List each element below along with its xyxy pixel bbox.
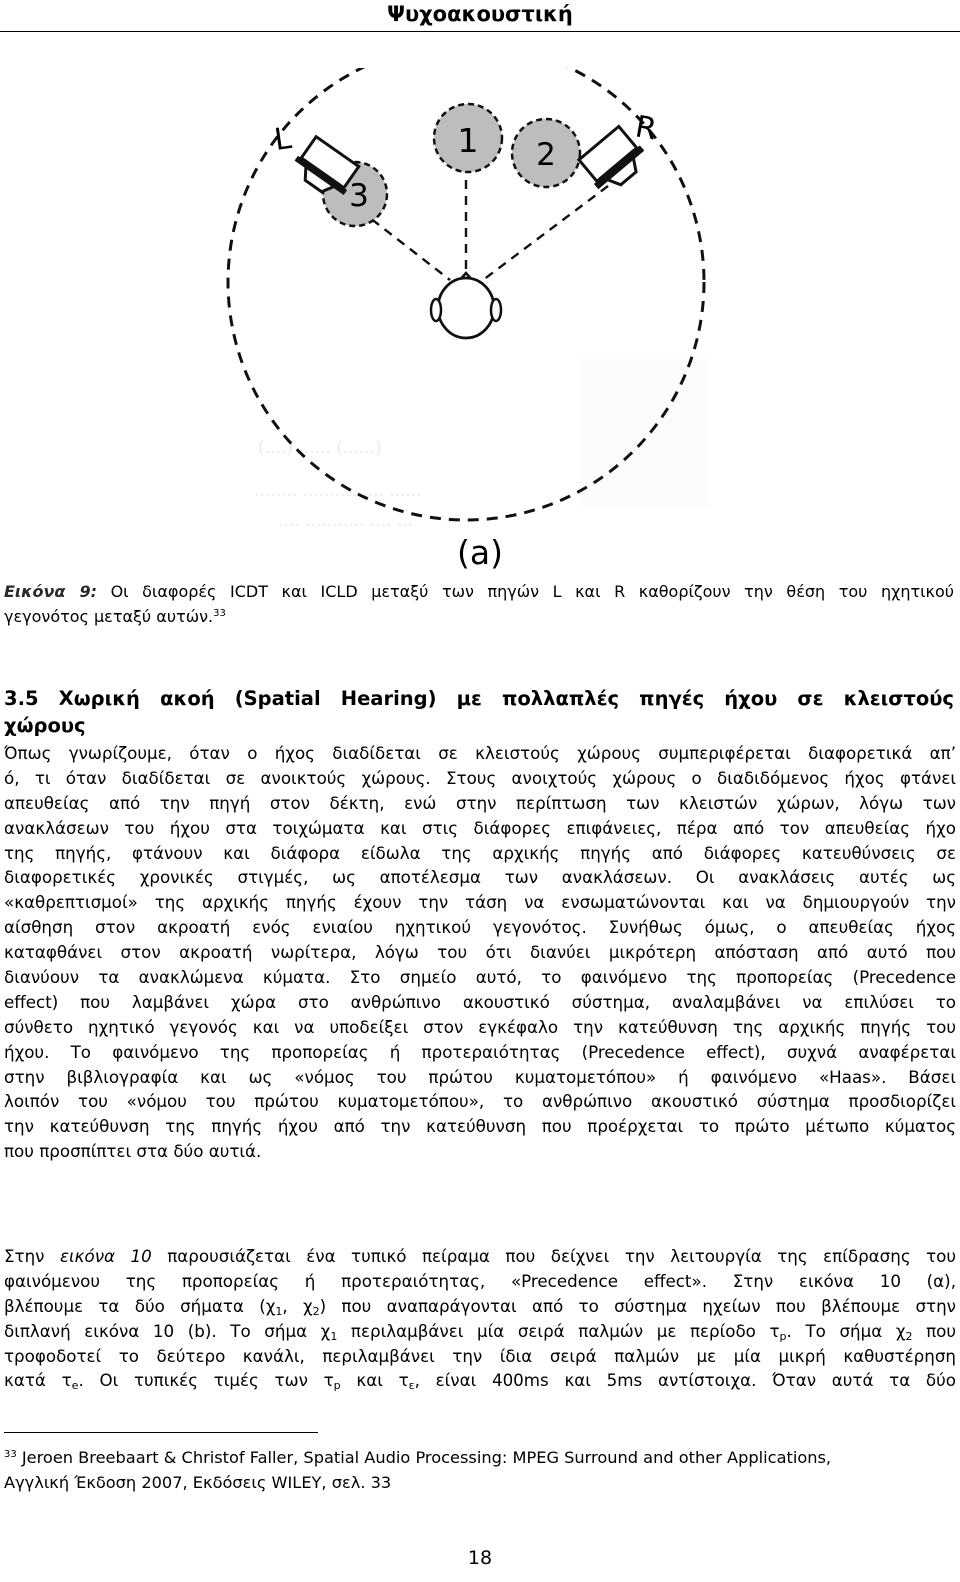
footnote-line1 (4, 1445, 956, 1470)
svg-text:(....) ...... (......): (....) ...... (......) (258, 438, 382, 458)
speaker-left-label: L (272, 120, 294, 158)
footnote-line2: Αγγλική Έκδοση 2007, Εκδόσεις WILEY, σελ. 33 (4, 1473, 392, 1492)
section-heading-line1: 3.5 Χωρική ακοή (Spatial Hearing) με πολλαπλές πηγές ήχου σε κλειστούς (4, 687, 954, 710)
paragraph-line: τροφοδοτεί το δεύτερο κανάλι, περιλαμβάνει την ίδια σειρά παλμών με μία μικρή καθυστέρηση (4, 1345, 956, 1366)
source-3-label: 3 (349, 178, 369, 214)
paragraph-1 (4, 741, 956, 1164)
subscript: ε (408, 1379, 415, 1393)
source-2-label: 2 (536, 137, 556, 173)
source-2-circle (512, 119, 580, 187)
panel-label: (a) (457, 533, 503, 572)
subscript: 1 (275, 1304, 283, 1318)
figure-caption (4, 579, 954, 604)
subscript: 2 (905, 1329, 913, 1343)
page-header-title: Ψυχοακουστική (387, 2, 573, 26)
paragraph-line (4, 1319, 956, 1344)
figure-diagram (218, 68, 738, 580)
source-1-label: 1 (457, 121, 479, 160)
paragraph-line (4, 1244, 956, 1269)
footnote-rule (4, 1432, 318, 1433)
subscript: 2 (312, 1304, 320, 1318)
text-run: . Οι τυπικές τιμές των τ (78, 1370, 334, 1391)
paragraph-line: καταφθάνει στον ακροατή νωρίτερα, λόγω του ότι διανύει μικρότερη απόσταση από αυτό που (4, 942, 956, 963)
text-run: , είναι 400ms και 5ms αντίστοιχα. Όταν αυτά τα δύο (414, 1370, 957, 1391)
svg-text:.... ........... .... ...: .... ........... .... ... (278, 511, 414, 531)
paragraph-line: Όπως γνωρίζουμε, όταν ο ήχος διαδίδεται σε κλειστούς χώρους συμπεριφέρεται διαφορετικά απ’ (4, 743, 956, 763)
paragraph-line: αίσθηση στον ακροατή ενός ενιαίου ηχητικού γεγονότος. Συνήθως όμως, ο απευθείας ήχος (4, 917, 956, 938)
paragraph-line: ό, τι όταν διαδίδεται σε ανοικτούς χώρους. Στους ανοιχτούς χώρους ο διαδιδόμενος ήχος φτάνει (4, 767, 956, 788)
text-run: κατά τ (4, 1370, 72, 1391)
caption-text: Οι διαφορές ICDT και ICLD μεταξύ των πηγών L και R καθορίζουν την θέση του ηχητικού (97, 582, 955, 601)
text-run: διπλανή εικόνα 10 (b). Το σήμα χ (4, 1320, 331, 1341)
text-run: βλέπουμε τα δύο σήματα (χ (4, 1295, 276, 1316)
subscript: e (71, 1379, 79, 1393)
subscript: p (779, 1329, 787, 1343)
subscript: 1 (330, 1329, 338, 1343)
paragraph-line: φαινόμενου της προπορείας ή προτεραιότητας, «Precedence effect». Στην εικόνα 10 (α), (4, 1270, 956, 1291)
text-run: και τ (340, 1370, 409, 1391)
paragraph-line: σύνθετο ηχητικό γεγονός και να υποδείξει στον εγκέφαλο την κατεύθυνση της αρχικής πηγής του (4, 1016, 956, 1037)
text-run: ) που αναπαράγονται από το σύστημα ηχείων που βλέπουμε στην (319, 1295, 957, 1316)
paragraph-line (4, 1368, 956, 1393)
paragraph-line: διαφορετικές χρονικές στιγμές, ως αποτέλεσμα των ανακλάσεων. Οι ανακλάσεις αυτές ως (4, 867, 956, 888)
text-run: , χ (282, 1295, 313, 1316)
paragraph-line: λοιπόν του «νόμου του πρώτου κυματομετόπου», το ανθρώπινο ακουστικό σύστημα προσδιορίζει (4, 1091, 956, 1112)
paragraph-line: ήχου. Το φαινόμενο της προπορείας ή προτεραιότητας (Precedence effect), συχνά αναφέρεται (4, 1041, 956, 1062)
text-run: Στην (4, 1246, 60, 1266)
caption-label: Εικόνα 9: (4, 582, 97, 601)
paragraph-line: την κατεύθυνση της πηγής ήχου από την κατεύθυνση που προέρχεται το πρώτο μέτωπο κύματος (4, 1116, 956, 1137)
footnote (4, 1445, 956, 1495)
source-1-circle (434, 104, 502, 172)
paragraph-line: effect) που λαμβάνει χώρα στο ανθρώπινο ακουστικό σύστημα, αναλαμβάνει να επιλύσει το (4, 991, 956, 1012)
footnote-number: 33 (4, 1449, 17, 1460)
figure-reference: εικόνα 10 (59, 1246, 152, 1266)
footnote-text: Jeroen Breebaart & Christof Faller, Spatial Audio Processing: MPEG Surround and other Applications, (16, 1448, 832, 1467)
listener-head-icon (431, 273, 501, 338)
figure-caption-line2 (4, 604, 226, 629)
paragraph-line (4, 1294, 956, 1319)
paragraph-line: απευθείας από την πηγή στον δέκτη, ενώ στην περίπτωση των κλειστών χώρων, λόγω των (4, 792, 956, 813)
text-run: που (912, 1320, 956, 1341)
section-heading (4, 685, 954, 739)
speaker-right-label: R (632, 109, 660, 148)
paragraph-line: στην βιβλιογραφία και ως «νόμος του πρώτου κυματομετόπου» ή φαινόμενο «Haas». Βάσει (4, 1066, 956, 1087)
caption-text-2: γεγονότος μεταξύ αυτών. (4, 607, 214, 626)
text-run: παρουσιάζεται ένα τυπικό πείραμα που δείχνει την λειτουργία της επίδρασης του (151, 1246, 957, 1266)
paragraph-line: ανακλάσεων του ήχου στα τοιχώματα και στις διάφορες επιφάνειες, πέρα από τον απευθείας ήχο (4, 817, 956, 838)
text-run: περιλαμβάνει μία σειρά παλμών με περίοδο τ (337, 1320, 780, 1341)
header-rule (0, 31, 960, 32)
paragraph-line: «καθρεπτισμοί» της αρχικής πηγής έχουν την τάση να ενσωματώνονται και να δημιουργούν την (4, 892, 956, 913)
page-number: 18 (467, 1547, 493, 1569)
text-run: . Το σήμα χ (786, 1320, 906, 1341)
paragraph-line: της πηγής, φτάνουν και διάφορα είδωλα της αρχικής πηγής από διάφορες κατευθύνσεις σε (4, 842, 956, 863)
paragraph-line: διανύουν τα ανακλώμενα κύματα. Στο σημείο αυτό, το φαινόμενο της προπορείας (Precedence (4, 967, 956, 988)
paragraph-line: που προσπίπτει στα δύο αυτιά. (4, 1141, 262, 1162)
paragraph-2 (4, 1244, 956, 1393)
figure-spatial-sources (218, 68, 738, 580)
svg-text:........ .......... .... .....: ........ .......... .... ...... (254, 481, 422, 501)
section-heading-line2: χώρους (4, 714, 86, 737)
caption-footnote-ref: 33 (213, 608, 226, 619)
subscript: p (333, 1379, 341, 1393)
